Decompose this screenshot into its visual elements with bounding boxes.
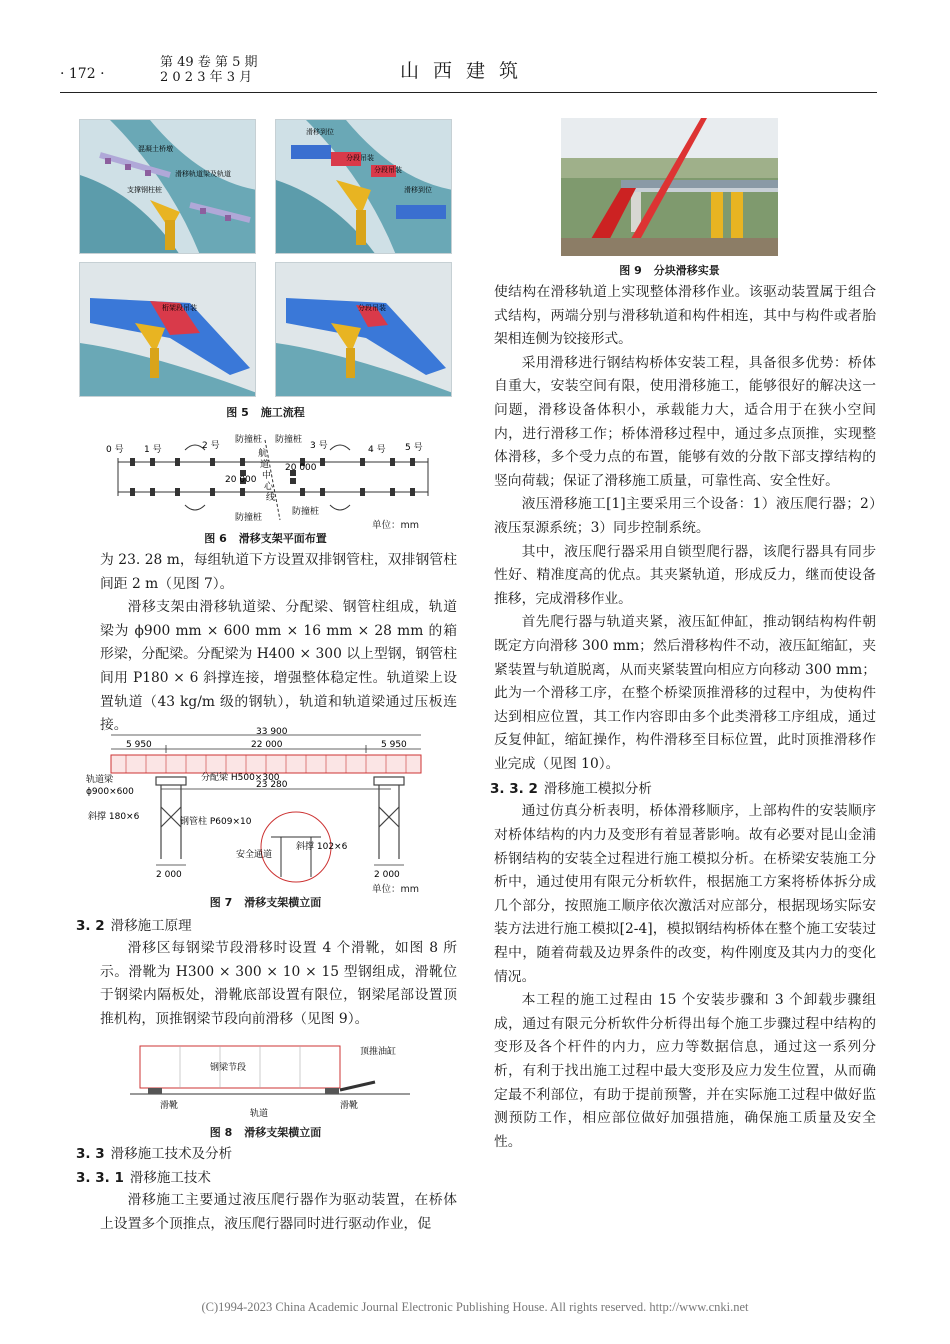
fig8-label-cylinder: 顶推油缸 — [360, 1047, 397, 1057]
fig5-p2-label-4: 滑移到位 — [404, 186, 432, 194]
left-p4: 滑移施工主要通过液压爬行器作为驱动装置，在桥体上设置多个顶推点，液压爬行器同时进行驱动作业，促 — [100, 1192, 457, 1232]
section-3-2-title: 滑移施工原理 — [110, 918, 192, 934]
fig5-p1-label-1: 混凝土桥墩 — [138, 145, 173, 153]
fig7-label-track-size: ϕ900×600 — [86, 787, 134, 797]
fig8-caption-no: 图 8 — [209, 1126, 233, 1139]
fig5-p1-label-3: 支撑钢柱桩 — [127, 186, 162, 194]
fig7-label-steel-column: 钢管柱 P609×10 — [180, 817, 252, 827]
fig6-bottom-label-2: 防撞桩 — [292, 507, 320, 517]
fig6-dim-1: 20 000 — [225, 475, 257, 485]
fig6-pier-0: 0 号 — [106, 445, 124, 455]
fig8-label-segment: 钢梁节段 — [210, 1063, 247, 1073]
right-p3: 其中，液压爬行器采用自锁型爬行器，该爬行器具有同步性好、精准度高的优点。其夹紧轨道，形成反力，继而使设备推移，完成滑移作业。 — [494, 543, 876, 607]
fig6-centerline-4: 心 — [264, 482, 274, 492]
fig8-caption — [79, 1124, 452, 1140]
right-p2: 液压滑移施工[1]主要采用三个设备：1）液压爬行器；2）液压泵源系统；3）同步控制系统。 — [494, 496, 876, 536]
page-number: · 172 · — [60, 66, 105, 82]
fig7-unit: 单位：mm — [372, 884, 420, 895]
fig6-pier-3: 3 号 — [310, 441, 328, 451]
fig6-top-label-1: 防撞桩 — [235, 435, 263, 445]
fig9-caption-no: 图 9 — [619, 264, 642, 277]
fig5-panel-4 — [275, 262, 452, 397]
fig8-label-shoe-1: 滑靴 — [160, 1101, 179, 1111]
fig5-p2-label-1: 滑移到位 — [306, 128, 334, 136]
fig5-p1-label-2: 滑移轨道梁及轨道 — [175, 170, 231, 178]
fig6-caption — [79, 530, 452, 546]
fig6-centerline-1: 航 — [258, 449, 268, 459]
right-p4: 首先爬行器与轨道夹紧，液压缸伸缸，推动钢结构构件朝既定方向滑移 300 mm；然后滑移构件不动，液压缸缩缸，夹紧装置与轨道脱离，从而夹紧装置向相应方向移动 300 mm；此为一个滑移工序，在整个桥梁顶推滑移的过程中，为使构件达到相应位置，其工作内容即由多个此类滑移工序组成，通过反复伸缸，缩缸操作，构件滑移至目标位置，此时顶推滑移作业完成（见图 10）。 — [494, 614, 876, 772]
left-p2: 滑移支架由滑移轨道梁、分配梁、钢管柱组成，轨道梁为 ϕ900 mm × 600 mm × 16 mm × 28 mm 的箱形梁，分配梁。分配梁为 H400 × 300 以上型钢，钢管柱间用 P180 × 6 斜撑连接，增强整体稳定性。轨道梁上设置轨道（43 kg/m 级的钢轨），轨道和轨道梁通过压板连接。 — [100, 599, 457, 734]
section-3-3-2-title: 滑移施工模拟分析 — [543, 781, 652, 798]
fig6-top-label-2: 防撞桩 — [275, 435, 303, 445]
header-rule — [60, 92, 877, 93]
fig5-caption-no: 图 5 — [226, 406, 249, 419]
fig8-label-shoe-2: 滑靴 — [340, 1101, 359, 1111]
right-p5: 通过仿真分析表明，桥体滑移顺序，上部构件的安装顺序对桥体结构的内力及变形有着显著影响。故有必要对昆山金浦桥钢结构的安装全过程进行施工模拟分析。在桥梁安装施工分析中，通过使用有限元分析软件，根据施工方案将桥体拆分成几个部分，按照施工顺序依次激活对应部分，根据现场实际安装方法进行施工模拟[2-4]，模拟钢结构桥体在整个施工安装过程中，随着荷载及边界条件的改变，构件刚度及其内力的变化情况。 — [494, 803, 876, 985]
right-column — [490, 281, 876, 1154]
copyright-footer: (C)1994-2023 China Academic Journal Electronic Publishing House. All rights reserved. http://www.cnki.net — [201, 1300, 749, 1314]
fig8-diagram — [130, 1040, 410, 1120]
fig5-caption — [79, 404, 452, 420]
fig5-panel-1 — [79, 119, 256, 254]
fig7-label-safety-passage: 安全通道 — [236, 850, 273, 860]
fig7-dim-bottom-left: 2 000 — [156, 870, 182, 880]
fig8-caption-title: 滑移支架横立面 — [244, 1126, 322, 1139]
fig6-unit: 单位：mm — [372, 520, 420, 531]
fig7-dim-bottom-right: 2 000 — [374, 870, 400, 880]
section-3-2-heading — [76, 915, 457, 937]
fig6-caption-title: 滑移支架平面布置 — [238, 532, 327, 545]
fig6-centerline-5: 线 — [266, 493, 276, 503]
fig7-label-brace-2: 斜撑 102×6 — [296, 842, 348, 852]
section-3-3-1-heading — [76, 1167, 457, 1189]
fig7-dim-center: 22 000 — [251, 740, 283, 750]
right-p1: 采用滑移进行钢结构桥体安装工程，具备很多优势：桥体自重大，安装空间有限，使用滑移施工，能够很好的解决这一问题，滑移设备体积小，承载能力大，适合用于在狭小空间内，进行滑移工作；桥体滑移过程中，通过多点顶推，实现整体滑移，多个受力点的布置，能够有效的分散下部支撑结构的竖向荷载；保证了滑移施工质量，可靠性高、安全性好。 — [494, 354, 876, 489]
fig6-pier-2: 2 号 — [202, 441, 220, 451]
fig6-pier-5: 5 号 — [405, 443, 423, 453]
fig5-p4-label-1: 分段吊装 — [358, 304, 386, 312]
section-3-3-2-number: 3. 3. 2 — [490, 781, 538, 798]
fig5-panel-3 — [79, 262, 256, 397]
section-3-3-1-title: 滑移施工技术 — [129, 1170, 211, 1186]
journal-title: 山西建筑 — [400, 60, 533, 82]
fig7-caption — [79, 894, 452, 910]
volume-label: 第 49 卷 第 5 期 — [160, 55, 258, 70]
fig7-caption-no: 图 7 — [209, 896, 233, 909]
fig7-dim-right: 5 950 — [381, 740, 407, 750]
fig6-centerline-3: 中 — [262, 471, 272, 481]
section-3-3-number: 3. 3 — [76, 1146, 105, 1162]
section-3-3-1-number: 3. 3. 1 — [76, 1170, 124, 1186]
fig9-caption — [561, 262, 778, 278]
fig7-caption-title: 滑移支架横立面 — [244, 896, 322, 909]
fig5-p2-label-2: 分段吊装 — [346, 154, 374, 162]
fig7-label-brace-1: 斜撑 180×6 — [88, 812, 140, 822]
right-p0: 使结构在滑移轨道上实现整体滑移作业。该驱动装置属于组合式结构，两端分别与滑移轨道和构件相连，其中与构件或者胎架相连侧为铰接形式。 — [494, 284, 876, 348]
fig7-label-track-beam: 轨道梁 — [86, 775, 114, 785]
issue-info — [160, 55, 257, 85]
fig7-dim-left: 5 950 — [126, 740, 152, 750]
fig6-pier-1: 1 号 — [144, 445, 162, 455]
fig8-label-track: 轨道 — [250, 1109, 269, 1119]
fig6-diagram — [100, 430, 450, 525]
left-p3: 滑移区每钢梁节段滑移时设置 4 个滑靴，如图 8 所示。滑靴为 H300 × 300 × 10 × 15 型钢组成，滑靴位于钢梁内隔板处，滑靴底部设置有限位，钢梁尾部设置顶推机构，顶推钢梁节段向前滑移（见图 9）。 — [100, 940, 457, 1027]
fig6-caption-no: 图 6 — [204, 532, 227, 545]
fig7-dim-mid: 23 280 — [256, 780, 288, 790]
section-3-2-number: 3. 2 — [76, 918, 105, 934]
fig6-bottom-label-1: 防撞桩 — [235, 513, 263, 523]
section-3-3-2-heading — [490, 778, 876, 800]
fig6-dim-2: 20 000 — [285, 463, 317, 473]
fig5-p3-label-1: 桁架段吊装 — [162, 304, 197, 312]
fig7-diagram — [86, 727, 451, 892]
fig7-dim-total: 33 900 — [256, 727, 288, 737]
fig5-p2-label-3: 分段吊装 — [374, 166, 402, 174]
section-3-3-title: 滑移施工技术及分析 — [110, 1146, 233, 1162]
fig5-panel-2 — [275, 119, 452, 254]
fig5-caption-title: 施工流程 — [260, 406, 305, 419]
fig6-centerline-2: 道 — [260, 460, 270, 470]
date-label: 2 0 2 3 年 3 月 — [160, 70, 253, 85]
fig6-pier-4: 4 号 — [368, 445, 386, 455]
left-column-bottom — [76, 1141, 457, 1236]
left-p1: 为 23. 28 m，每组轨道下方设置双排钢管柱，双排钢管柱间距 2 m（见图 7）。 — [100, 552, 457, 592]
left-column-mid — [76, 913, 457, 1031]
fig7-label-distribution-beam: 分配梁 H500×300 — [201, 773, 280, 783]
left-column-top — [100, 549, 457, 738]
right-p6: 本工程的施工过程由 15 个安装步骤和 3 个卸载步骤组成，通过有限元分析软件分析得出每个施工步骤过程中结构的变形及各个杆件的内力，应力等数据信息，通过这一系列分析，有利于找出施工过程中最大变形及应力发生位置，从而确定最不利部位，有助于提前预警，并在实际施工过程中做好监测预防工作，相应部位做好加强措施，确保施工质量及安全性。 — [494, 992, 876, 1150]
section-3-3-heading — [76, 1143, 457, 1165]
fig9-caption-title: 分块滑移实景 — [653, 264, 720, 277]
fig9-photo — [561, 118, 778, 256]
